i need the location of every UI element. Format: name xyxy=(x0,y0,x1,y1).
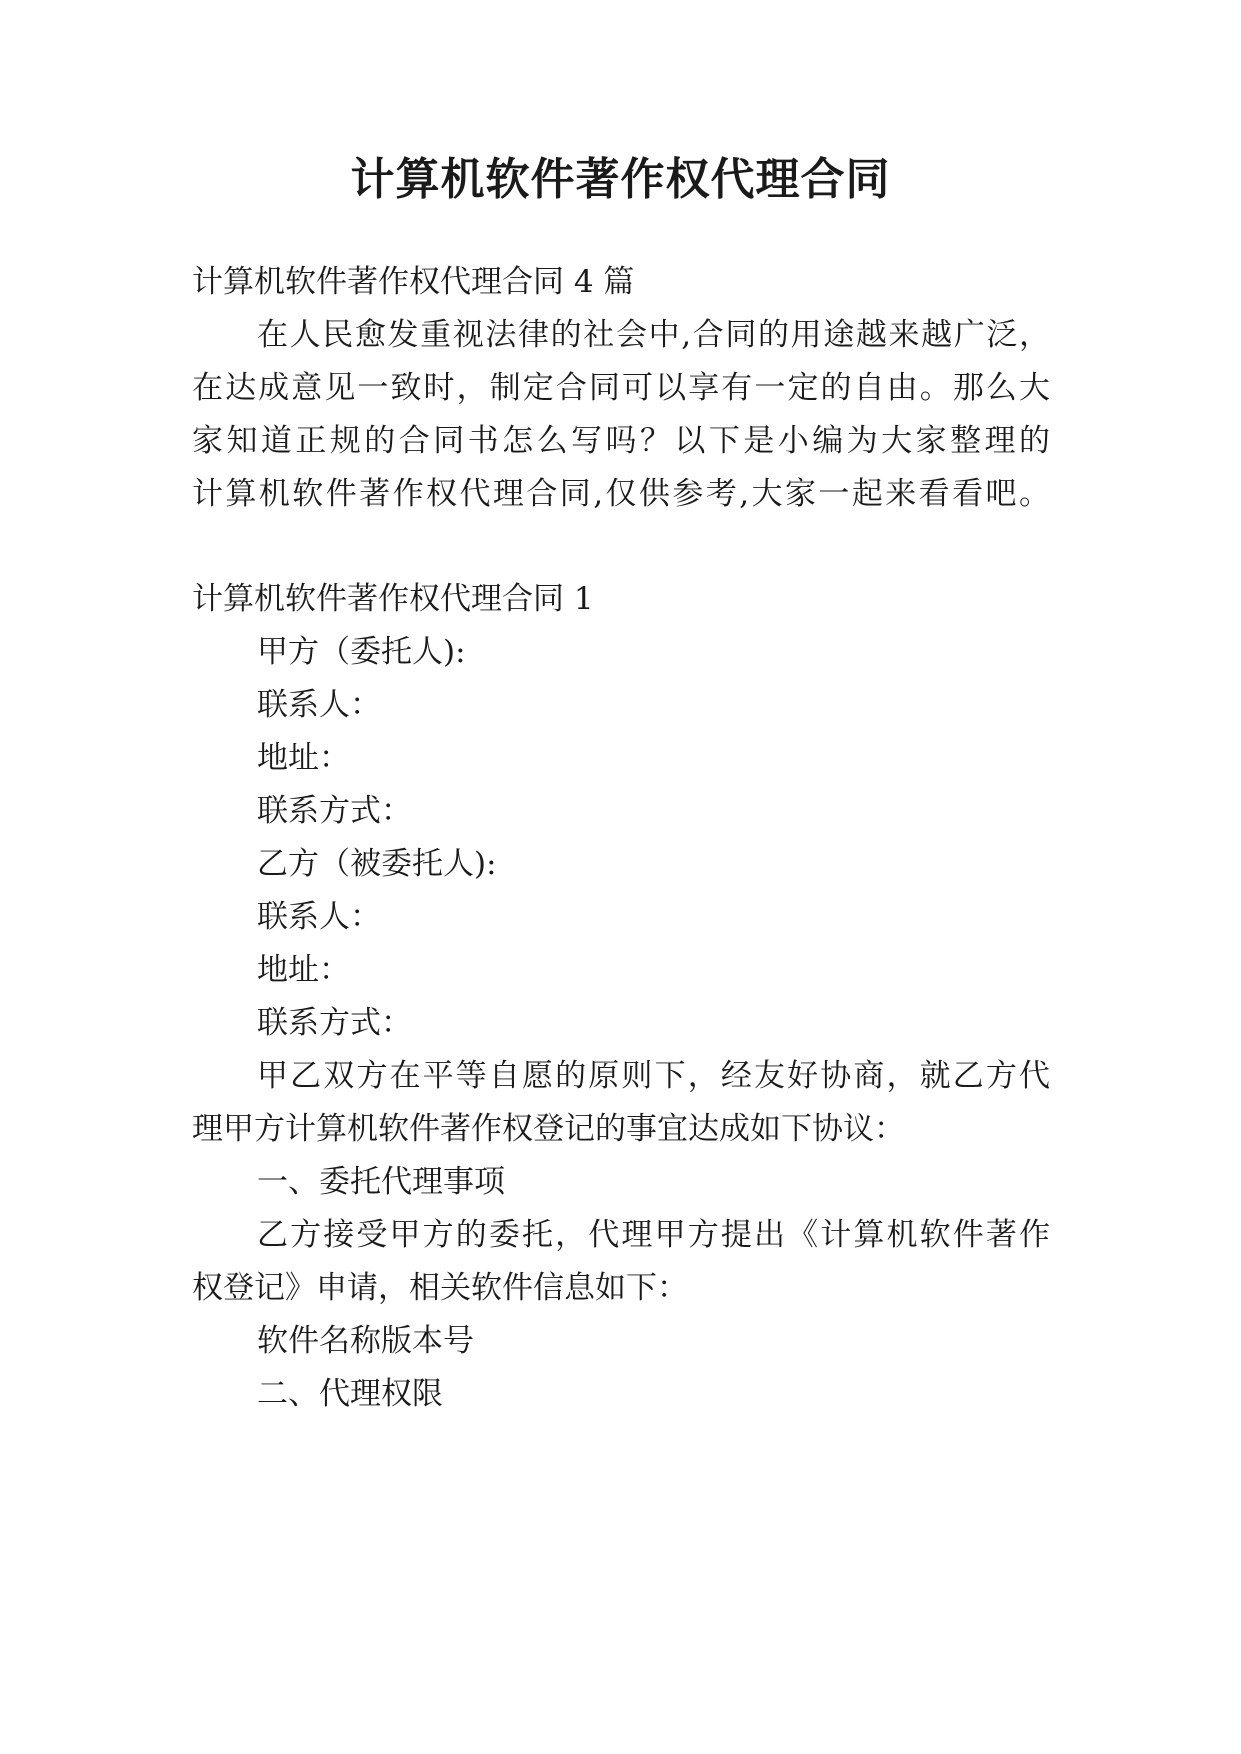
section-heading: 计算机软件著作权代理合同 1 xyxy=(192,581,594,617)
party-a-phone: 联系方式： xyxy=(257,793,412,829)
document-subtitle: 计算机软件著作权代理合同 4 篇 xyxy=(192,264,635,300)
party-b-label: 乙方（被委托人): xyxy=(257,846,497,882)
intro-line-4: 计算机软件著作权代理合同,仅供参考,大家一起来看看吧。 xyxy=(192,476,1050,512)
clause-1-line-2: 权登记》申请，相关软件信息如下： xyxy=(192,1270,688,1306)
clause-2-title: 二、代理权限 xyxy=(257,1376,443,1412)
intro-line-1: 在人民愈发重视法律的社会中,合同的用途越来越广泛， xyxy=(257,317,1050,353)
party-b-contact: 联系人： xyxy=(257,899,381,935)
agreement-line-2: 理甲方计算机软件著作权登记的事宜达成如下协议： xyxy=(192,1111,905,1147)
software-info-line: 软件名称版本号 xyxy=(257,1323,474,1359)
intro-line-3: 家知道正规的合同书怎么写吗？以下是小编为大家整理的 xyxy=(192,423,1050,459)
party-a-label: 甲方（委托人): xyxy=(257,634,466,670)
agreement-line-1: 甲乙双方在平等自愿的原则下，经友好协商，就乙方代 xyxy=(257,1058,1050,1094)
intro-line-2: 在达成意见一致时，制定合同可以享有一定的自由。那么大 xyxy=(192,370,1050,406)
party-b-address: 地址： xyxy=(257,952,350,988)
party-b-phone: 联系方式： xyxy=(257,1005,412,1041)
clause-1-line-1: 乙方接受甲方的委托，代理甲方提出《计算机软件著作 xyxy=(257,1217,1050,1253)
party-a-address: 地址： xyxy=(257,740,350,776)
document-title: 计算机软件著作权代理合同 xyxy=(350,154,891,205)
clause-1-title: 一、委托代理事项 xyxy=(257,1164,505,1200)
party-a-contact: 联系人： xyxy=(257,687,381,723)
